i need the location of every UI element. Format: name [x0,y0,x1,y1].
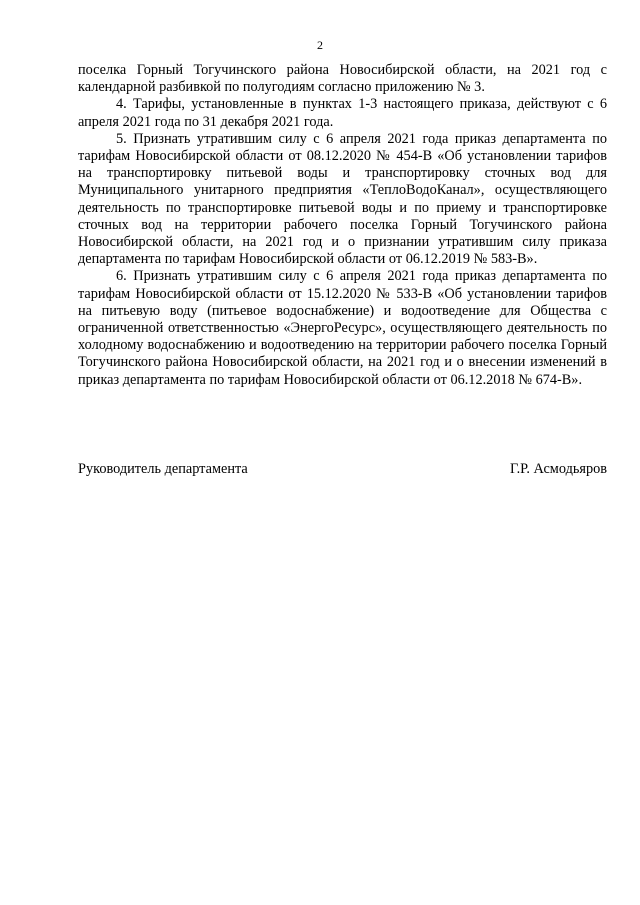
signatory-name: Г.Р. Асмодьяров [509,461,607,477]
document-body [78,62,607,389]
paragraph-item-6: 6. Признать утратившим силу с 6 апреля 2021 года приказ департамента по тарифам Новосибирской области от 15.12.2020 № 533-В «Об установлении тарифов на питьевую воду (питьевое водоснабжение) и водоотведение для Общества с ограниченной ответственностью «ЭнергоРесурс», осуществляющего деятельность по холодному водоснабжению и водоотведению на территории рабочего поселка Горный Тогучинского района Новосибирской области, на 2021 год и о внесении изменений в приказ департамента по тарифам Новосибирской области от 06.12.2018 № 674-В». [78,268,607,388]
paragraph-continuation: поселка Горный Тогучинского района Новосибирской области, на 2021 год с календарной разбивкой по полугодиям согласно приложению № 3. [78,62,607,96]
paragraph-item-5: 5. Признать утратившим силу с 6 апреля 2021 года приказ департамента по тарифам Новосибирской области от 08.12.2020 № 454-В «Об установлении тарифов на транспортировку питьевой воды и транспортировку сточных вод для Муниципального унитарного предприятия «ТеплоВодоКанал», осуществляющего деятельность по транспортировке питьевой воды и по приему и транспортировке сточных вод на территории рабочего поселка Горный Тогучинского района Новосибирской области, на 2021 год и о признании утратившим силу приказа департамента по тарифам Новосибирской области от 06.12.2019 № 583-В». [78,130,607,268]
paragraph-item-4: 4. Тарифы, установленные в пунктах 1-3 настоящего приказа, действуют с 6 апреля 2021 года по 31 декабря 2021 года. [78,96,607,130]
page-number: 2 [317,38,323,52]
signatory-title: Руководитель департамента [78,461,248,477]
